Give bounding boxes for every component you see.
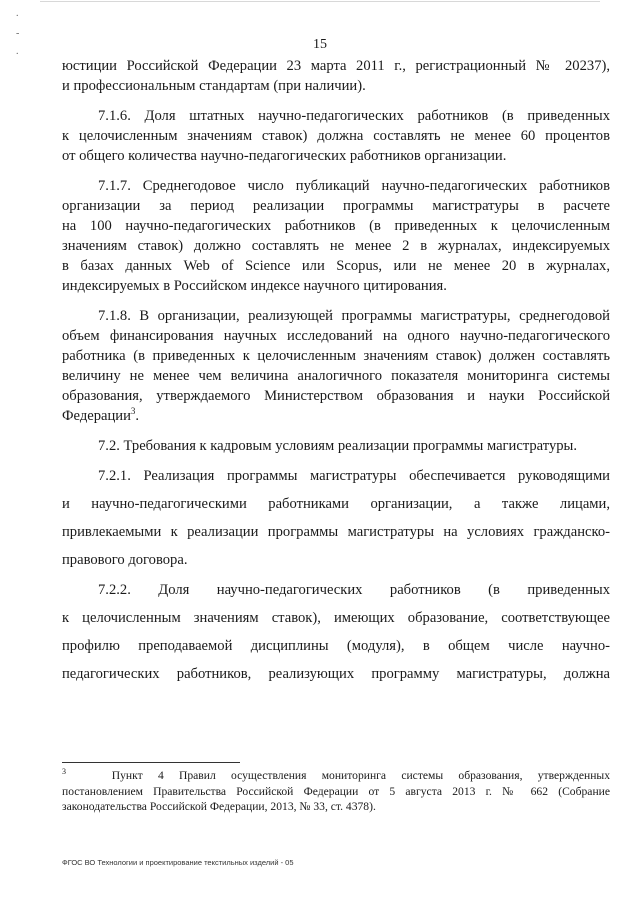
footnote-number: 3 xyxy=(62,767,66,777)
text-line: привлекаемыми к реализации программы магистратуры на условиях гражданско- xyxy=(62,524,610,540)
footnote xyxy=(62,768,610,815)
text-line: работника (в приведенных к целочисленным значениям ставок) должен составлять xyxy=(62,348,610,364)
paragraph xyxy=(62,56,610,96)
paragraph-7-2 xyxy=(62,436,610,456)
text-line: профилю преподаваемой дисциплины (модуля), в общем числе научно- xyxy=(62,638,610,654)
text-line: 7.1.7. Среднегодовое число публикаций научно-педагогических работников xyxy=(98,178,610,194)
text-fragment: . xyxy=(135,408,140,424)
text-line: в базах данных Web of Science или Scopus, или не менее 20 в журналах, xyxy=(62,258,610,274)
text-line: образования, утверждаемого Министерством образования и науки Российской xyxy=(62,388,610,404)
text-line: 7.1.8. В организации, реализующей программы магистратуры, среднегодовой xyxy=(98,308,610,324)
footnote-separator xyxy=(62,762,240,763)
paragraph-7-1-7 xyxy=(62,176,610,296)
text-fragment: Федерации xyxy=(62,408,131,424)
footnote-line: законодательства Российской Федерации, 2013, № 33, ст. 4378). xyxy=(62,800,376,813)
margin-mark: - xyxy=(16,28,20,39)
text-line: и профессиональным стандартам (при наличии). xyxy=(62,78,366,94)
margin-mark: . xyxy=(16,8,19,19)
text-fragment: Пункт 4 Правил осуществления мониторинга системы образования, утвержденных xyxy=(111,769,610,782)
text-line: к целочисленным значениям ставок), имеющих образование, соответствующее xyxy=(62,610,610,626)
text-line: значениям ставок) должно составлять не менее 2 в журналах, индексируемых xyxy=(62,238,610,254)
footnote-reference[interactable]: 3 xyxy=(130,406,136,417)
text-line: юстиции Российской Федерации 23 марта 2011 г., регистрационный № 20237), xyxy=(62,58,610,74)
paragraph-7-1-6 xyxy=(62,106,610,166)
text-line: 7.2.1. Реализация программы магистратуры обеспечивается руководящими xyxy=(98,468,610,484)
text-line xyxy=(62,406,610,426)
footnote-line: постановлением Правительства Российской Федерации от 5 августа 2013 г. № 662 (Собрание xyxy=(62,784,610,798)
text-line: правового договора. xyxy=(62,552,188,568)
document-body xyxy=(62,56,610,684)
margin-mark: . xyxy=(16,46,19,57)
text-line: и научно-педагогическими работниками организации, а также лицами, xyxy=(62,496,610,512)
text-line: на 100 научно-педагогических работников (в приведенных к целочисленным xyxy=(62,218,610,234)
text-line: 7.2.2. Доля научно-педагогических работников (в приведенных xyxy=(98,582,610,598)
text-line: величину не менее чем величина аналогичного показателя мониторинга системы xyxy=(62,368,610,384)
text-line: индексируемых в Российском индексе научного цитирования. xyxy=(62,278,447,294)
text-line: объем финансирования научных исследований на одного научно-педагогического xyxy=(62,328,610,344)
footnote-line xyxy=(62,768,610,784)
top-scan-edge xyxy=(40,1,600,2)
paragraph-7-2-2 xyxy=(62,580,610,684)
text-line: от общего количества научно-педагогических работников организации. xyxy=(62,148,507,164)
text-line: организации за период реализации программы магистратуры в расчете xyxy=(62,198,610,214)
page-number: 15 xyxy=(313,37,327,52)
page-footer: ФГОС ВО Технологии и проектирование текстильных изделий - 05 xyxy=(62,858,294,867)
text-line: педагогических работников, реализующих программу магистратуры, должна xyxy=(62,666,610,682)
paragraph-7-1-8 xyxy=(62,306,610,426)
paragraph-7-2-1 xyxy=(62,466,610,570)
text-line: 7.1.6. Доля штатных научно-педагогических работников (в приведенных xyxy=(98,108,610,124)
text-line: к целочисленным значениям ставок) должна составлять не менее 60 процентов xyxy=(62,128,610,144)
section-heading: 7.2. Требования к кадровым условиям реализации программы магистратуры. xyxy=(98,438,578,454)
